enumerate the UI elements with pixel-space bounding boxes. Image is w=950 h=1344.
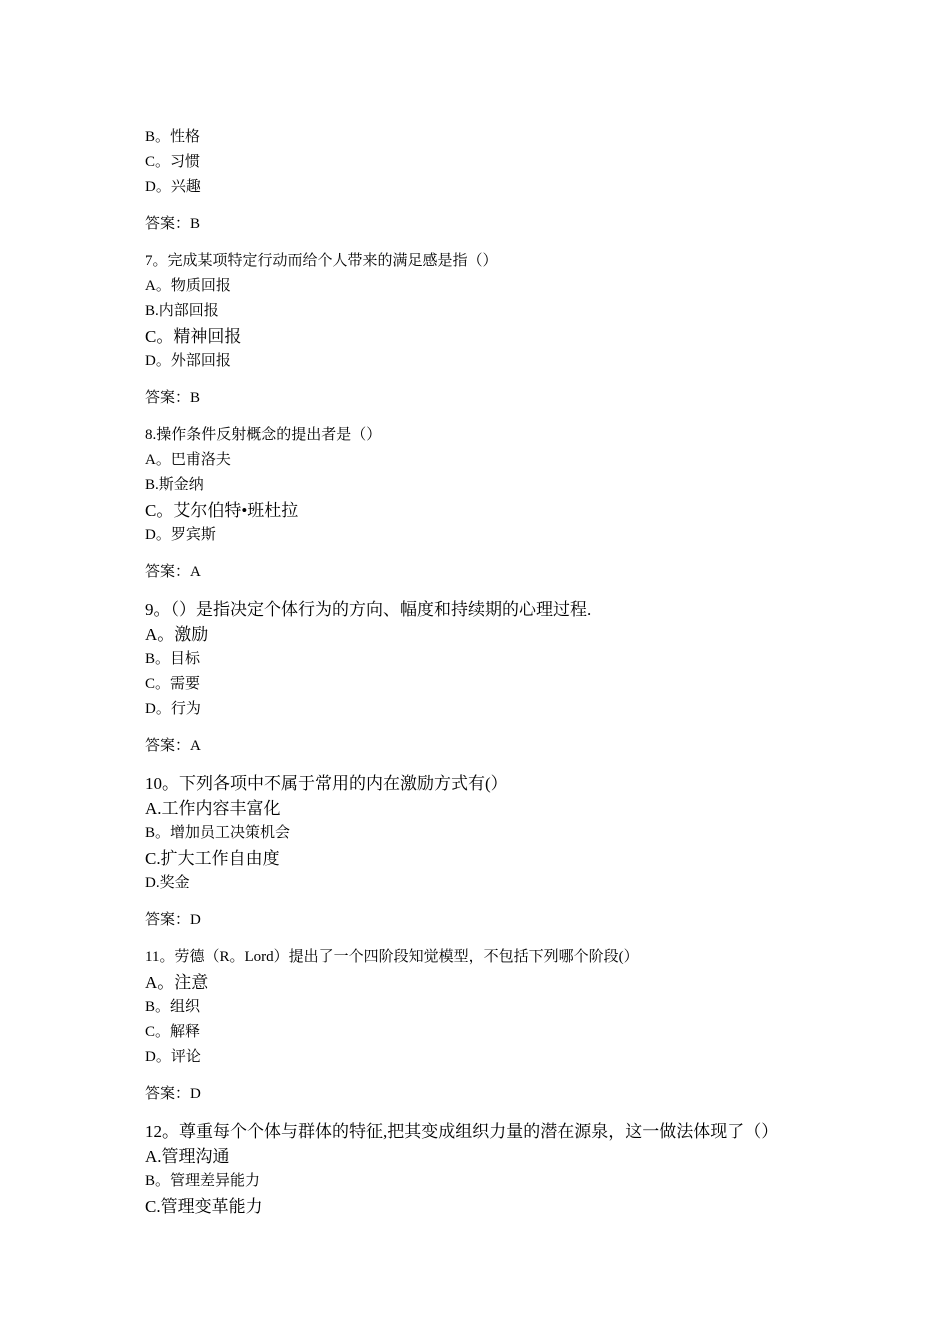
question-12: [145, 1119, 865, 1219]
option-c: C.管理变革能力: [145, 1197, 263, 1216]
option-d: D。外部回报: [145, 353, 231, 369]
option-b: B。目标: [145, 651, 201, 667]
option-b: B。管理差异能力: [145, 1173, 261, 1189]
answer-line: 答案：D: [145, 912, 201, 928]
option-c: C。需要: [145, 676, 201, 692]
question-10: [145, 771, 865, 933]
option-c: C。精神回报: [145, 327, 242, 346]
answer-line: 答案：D: [145, 1086, 201, 1102]
answer-line: 答案：B: [145, 216, 201, 232]
option-a: A.工作内容丰富化: [145, 799, 281, 818]
option-a: A。物质回报: [145, 278, 231, 294]
question-stem: 8.操作条件反射概念的提出者是（）: [145, 427, 382, 443]
question-stem: 10。下列各项中不属于常用的内在激励方式有(）: [145, 774, 508, 793]
option-d: D.奖金: [145, 875, 190, 891]
option-c: C。习惯: [145, 154, 201, 170]
option-d: D。罗宾斯: [145, 527, 216, 543]
option-d: D。行为: [145, 701, 201, 717]
document-page: [145, 125, 865, 1219]
option-b: B。性格: [145, 129, 201, 145]
option-a: A。注意: [145, 973, 209, 992]
option-c: C。艾尔伯特•班杜拉: [145, 501, 299, 520]
answer-line: 答案：A: [145, 564, 201, 580]
option-d: D。兴趣: [145, 179, 201, 195]
question-9: [145, 597, 865, 759]
option-c: C。解释: [145, 1024, 201, 1040]
option-b: B。组织: [145, 999, 201, 1015]
question-stem: 11。劳德（R。Lord）提出了一个四阶段知觉模型，不包括下列哪个阶段(）: [145, 949, 639, 965]
answer-line: 答案：B: [145, 390, 201, 406]
option-b: B.内部回报: [145, 303, 219, 319]
question-stem: 7。完成某项特定行动而给个人带来的满足感是指（）: [145, 253, 498, 269]
question-8: [145, 423, 865, 585]
option-a: A.管理沟通: [145, 1147, 230, 1166]
option-a: A。巴甫洛夫: [145, 452, 231, 468]
question-stem: 9。（）是指决定个体行为的方向、幅度和持续期的心理过程.: [145, 600, 592, 619]
question-7: [145, 249, 865, 411]
question-fragment: [145, 125, 865, 237]
option-c: C.扩大工作自由度: [145, 849, 280, 868]
question-11: [145, 945, 865, 1107]
option-b: B.斯金纳: [145, 477, 204, 493]
answer-line: 答案：A: [145, 738, 201, 754]
option-b: B。增加员工决策机会: [145, 825, 291, 841]
option-a: A。激励: [145, 625, 209, 644]
option-d: D。评论: [145, 1049, 201, 1065]
question-stem: 12。尊重每个个体与群体的特征,把其变成组织力量的潜在源泉，这一做法体现了（）: [145, 1122, 779, 1141]
